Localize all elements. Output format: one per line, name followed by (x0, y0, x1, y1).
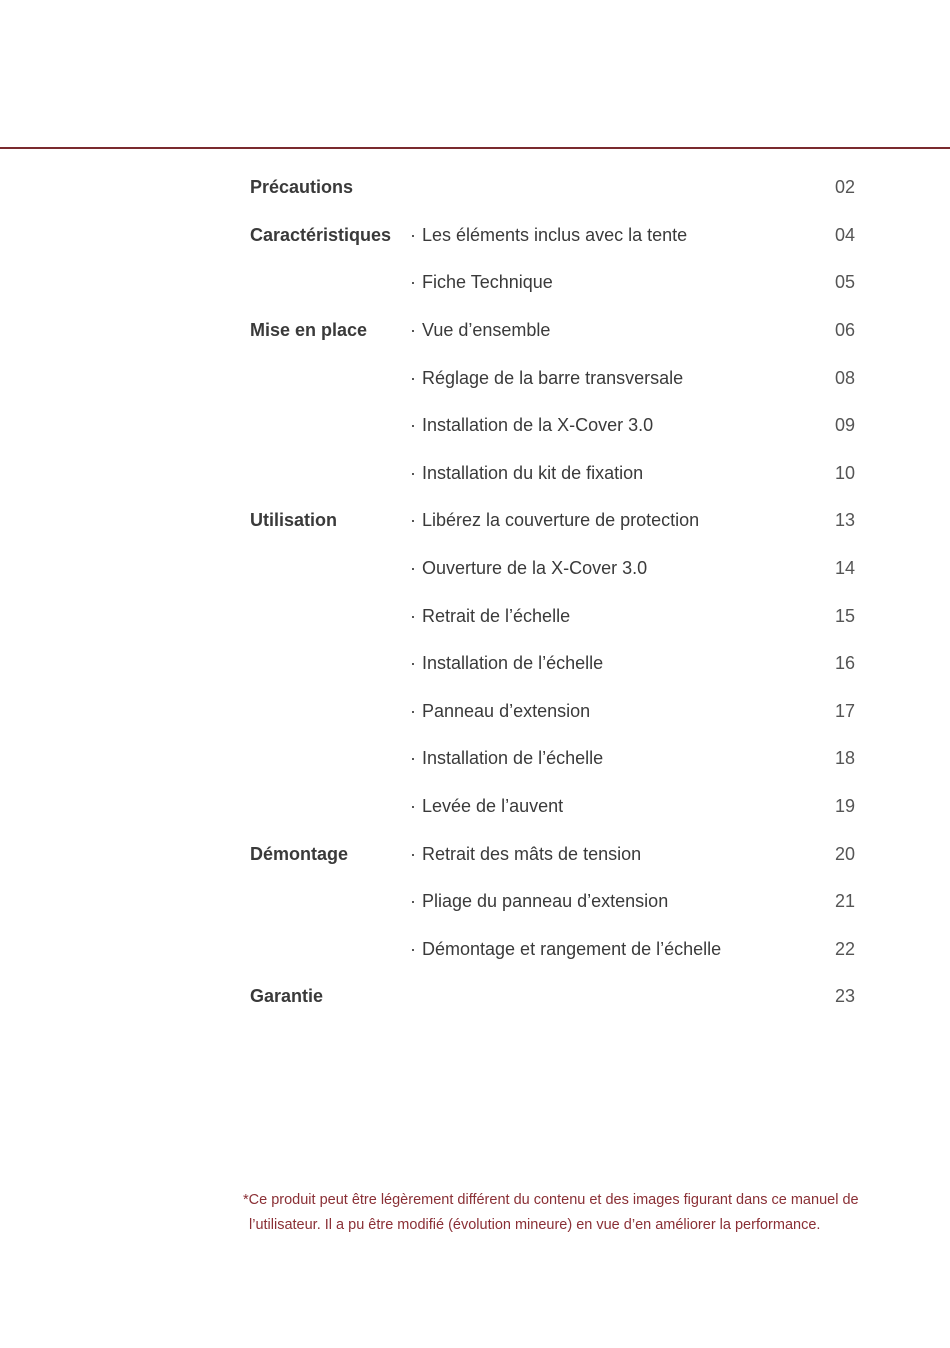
toc-row[interactable] (250, 830, 855, 878)
toc-row[interactable] (250, 354, 855, 402)
toc-section-title: Mise en place (250, 320, 368, 341)
header-rule (0, 147, 950, 149)
toc-page-number: 22 (834, 938, 855, 959)
toc-row[interactable] (250, 592, 855, 640)
bullet-dot-icon: · (410, 605, 416, 626)
toc-section-title: Démontage (250, 843, 349, 864)
toc-entry (410, 844, 641, 865)
toc-entry (410, 606, 570, 627)
toc-entry (410, 415, 653, 436)
toc-entry (410, 748, 603, 769)
bullet-dot-icon: · (410, 700, 416, 721)
bullet-dot-icon: · (410, 891, 416, 912)
toc-page-number: 17 (834, 700, 855, 721)
toc-page-number: 08 (834, 367, 855, 388)
toc-entry-label: Levée de l’auvent (422, 796, 564, 817)
toc-entry-label: Retrait des mâts de tension (422, 843, 642, 864)
toc-row[interactable] (250, 878, 855, 926)
bullet-dot-icon: · (410, 653, 416, 674)
toc-row[interactable] (250, 545, 855, 593)
toc-entry (410, 891, 668, 912)
toc-entry (410, 701, 590, 722)
toc-entry-label: Fiche Technique (422, 272, 553, 293)
bullet-dot-icon: · (410, 224, 416, 245)
toc-row[interactable] (250, 259, 855, 307)
toc-entry-label: Démontage et rangement de l’échelle (422, 938, 722, 959)
toc-entry (410, 463, 643, 484)
toc-page-number: 16 (834, 653, 855, 674)
toc-row[interactable] (250, 735, 855, 783)
toc-row[interactable] (250, 402, 855, 450)
toc-entry (410, 510, 699, 531)
toc-entry-label: Installation du kit de fixation (422, 462, 644, 483)
bullet-dot-icon: · (410, 415, 416, 436)
table-of-contents (250, 164, 855, 1021)
toc-page-number: 20 (834, 843, 855, 864)
bullet-dot-icon: · (410, 938, 416, 959)
toc-row[interactable] (250, 973, 855, 1021)
toc-entry (410, 939, 721, 960)
toc-page-number: 14 (834, 558, 855, 579)
toc-section-title: Garantie (250, 986, 324, 1007)
toc-section-title: Caractéristiques (250, 224, 392, 245)
toc-page-number: 09 (834, 415, 855, 436)
toc-row[interactable] (250, 212, 855, 260)
toc-entry-label: Ouverture de la X-Cover 3.0 (422, 558, 648, 579)
toc-entry-label: Réglage de la barre transversale (422, 367, 684, 388)
bullet-dot-icon: · (410, 510, 416, 531)
toc-page-number: 05 (834, 272, 855, 293)
toc-row[interactable] (250, 307, 855, 355)
toc-page-number: 04 (834, 224, 855, 245)
toc-entry-label: Vue d’ensemble (422, 320, 551, 341)
toc-row[interactable] (250, 450, 855, 498)
toc-page-number: 15 (834, 605, 855, 626)
toc-entry (410, 368, 683, 389)
toc-entry-label: Libérez la couverture de protection (422, 510, 700, 531)
bullet-dot-icon: · (410, 843, 416, 864)
toc-section-title: Utilisation (250, 510, 338, 531)
toc-page-number: 19 (834, 796, 855, 817)
toc-page-number: 23 (834, 986, 855, 1007)
toc-entry-label: Retrait de l’échelle (422, 605, 571, 626)
bullet-dot-icon: · (410, 748, 416, 769)
toc-page-number: 21 (834, 891, 855, 912)
toc-section-title: Précautions (250, 177, 354, 198)
bullet-dot-icon: · (410, 796, 416, 817)
toc-row[interactable] (250, 497, 855, 545)
toc-row[interactable] (250, 926, 855, 974)
toc-row[interactable] (250, 688, 855, 736)
bullet-dot-icon: · (410, 462, 416, 483)
toc-row[interactable] (250, 783, 855, 831)
toc-entry (410, 653, 603, 674)
toc-entry (410, 272, 553, 293)
toc-entry-label: Installation de l’échelle (422, 748, 604, 769)
toc-entry (410, 225, 687, 246)
bullet-dot-icon: · (410, 367, 416, 388)
toc-row[interactable] (250, 164, 855, 212)
footnote (243, 1188, 899, 1238)
toc-page-number: 02 (834, 177, 855, 198)
toc-entry (410, 558, 647, 579)
toc-row[interactable] (250, 640, 855, 688)
toc-entry-label: Panneau d’extension (422, 700, 591, 721)
toc-page-number: 10 (834, 462, 855, 483)
toc-entry (410, 796, 563, 817)
bullet-dot-icon: · (410, 320, 416, 341)
toc-entry-label: Les éléments inclus avec la tente (422, 224, 688, 245)
toc-entry-label: Pliage du panneau d’extension (422, 891, 669, 912)
toc-page-number: 13 (834, 510, 855, 531)
bullet-dot-icon: · (410, 558, 416, 579)
footnote-line-1: *Ce produit peut être légèrement différent du contenu et des images figurant dans ce manuel de (243, 1192, 859, 1208)
footnote-line-2: l’utilisateur. Il a pu être modifié (évolution mineure) en vue d’en améliorer la performance. (249, 1217, 821, 1233)
toc-entry-label: Installation de la X-Cover 3.0 (422, 415, 654, 436)
toc-entry-label: Installation de l’échelle (422, 653, 604, 674)
bullet-dot-icon: · (410, 272, 416, 293)
toc-page-number: 18 (834, 748, 855, 769)
toc-page-number: 06 (834, 320, 855, 341)
toc-entry (410, 320, 550, 341)
